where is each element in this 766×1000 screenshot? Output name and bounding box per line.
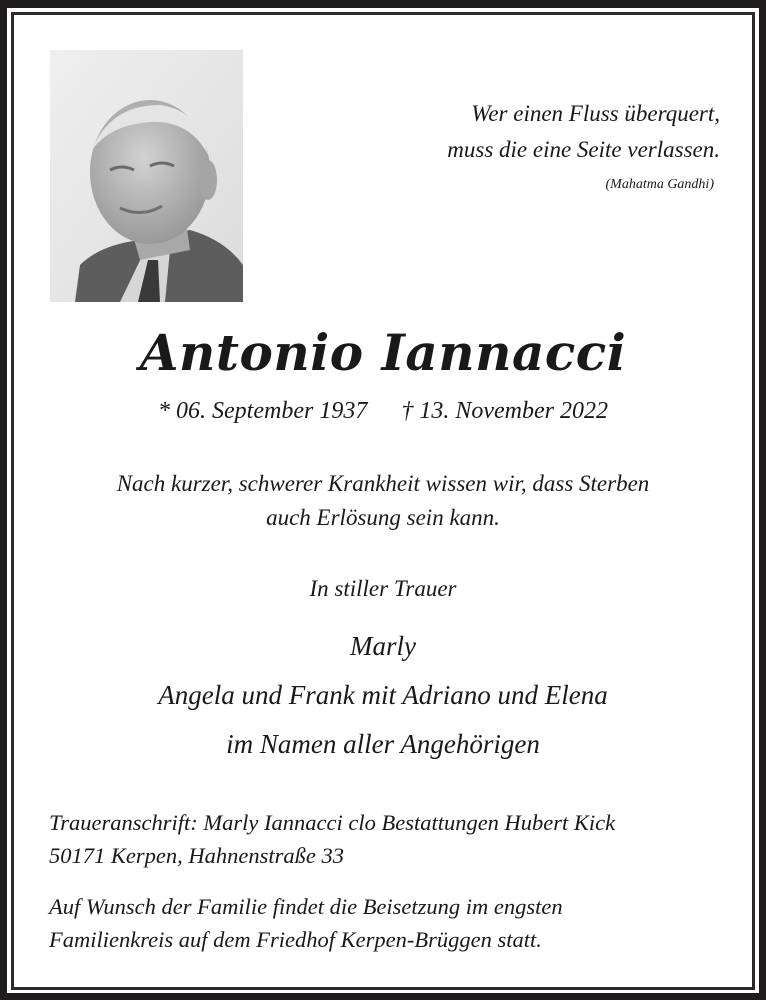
- address-line: Traueranschrift: Marly Iannacci clo Bestattungen Hubert Kick: [49, 810, 616, 835]
- deceased-name: Antonio Iannacci: [139, 323, 627, 382]
- burial-line: Familienkreis auf dem Friedhof Kerpen-Brüggen statt.: [49, 927, 542, 952]
- mourning-address: [49, 806, 749, 872]
- mourners-list: [0, 622, 766, 769]
- quote-attribution: (Mahatma Gandhi): [605, 177, 714, 192]
- burial-note: [49, 890, 749, 956]
- death-date: † 13. November 2022: [401, 398, 608, 424]
- mourner-name: Angela und Frank mit Adriano und Elena: [158, 680, 608, 710]
- quote-line: muss die eine Seite verlassen.: [447, 137, 720, 162]
- burial-line: Auf Wunsch der Familie findet die Beisetzung im engsten: [49, 894, 563, 919]
- quote-line: Wer einen Fluss überquert,: [471, 101, 720, 126]
- mourning-intro: In stiller Trauer: [309, 576, 457, 601]
- quote-block: [380, 96, 720, 196]
- birth-date: * 06. September 1937: [158, 398, 368, 424]
- message-line: Nach kurzer, schwerer Krankheit wissen wir, dass Sterben: [116, 471, 650, 496]
- address-line: 50171 Kerpen, Hahnenstraße 33: [49, 843, 344, 868]
- mourner-name: Marly: [350, 631, 416, 661]
- life-dates: [0, 394, 766, 428]
- portrait-image-icon: [50, 50, 243, 302]
- message-line: auch Erlösung sein kann.: [266, 505, 500, 530]
- portrait-photo: [50, 50, 243, 302]
- mourner-name: im Namen aller Angehörigen: [226, 729, 540, 759]
- condolence-message: [0, 467, 766, 535]
